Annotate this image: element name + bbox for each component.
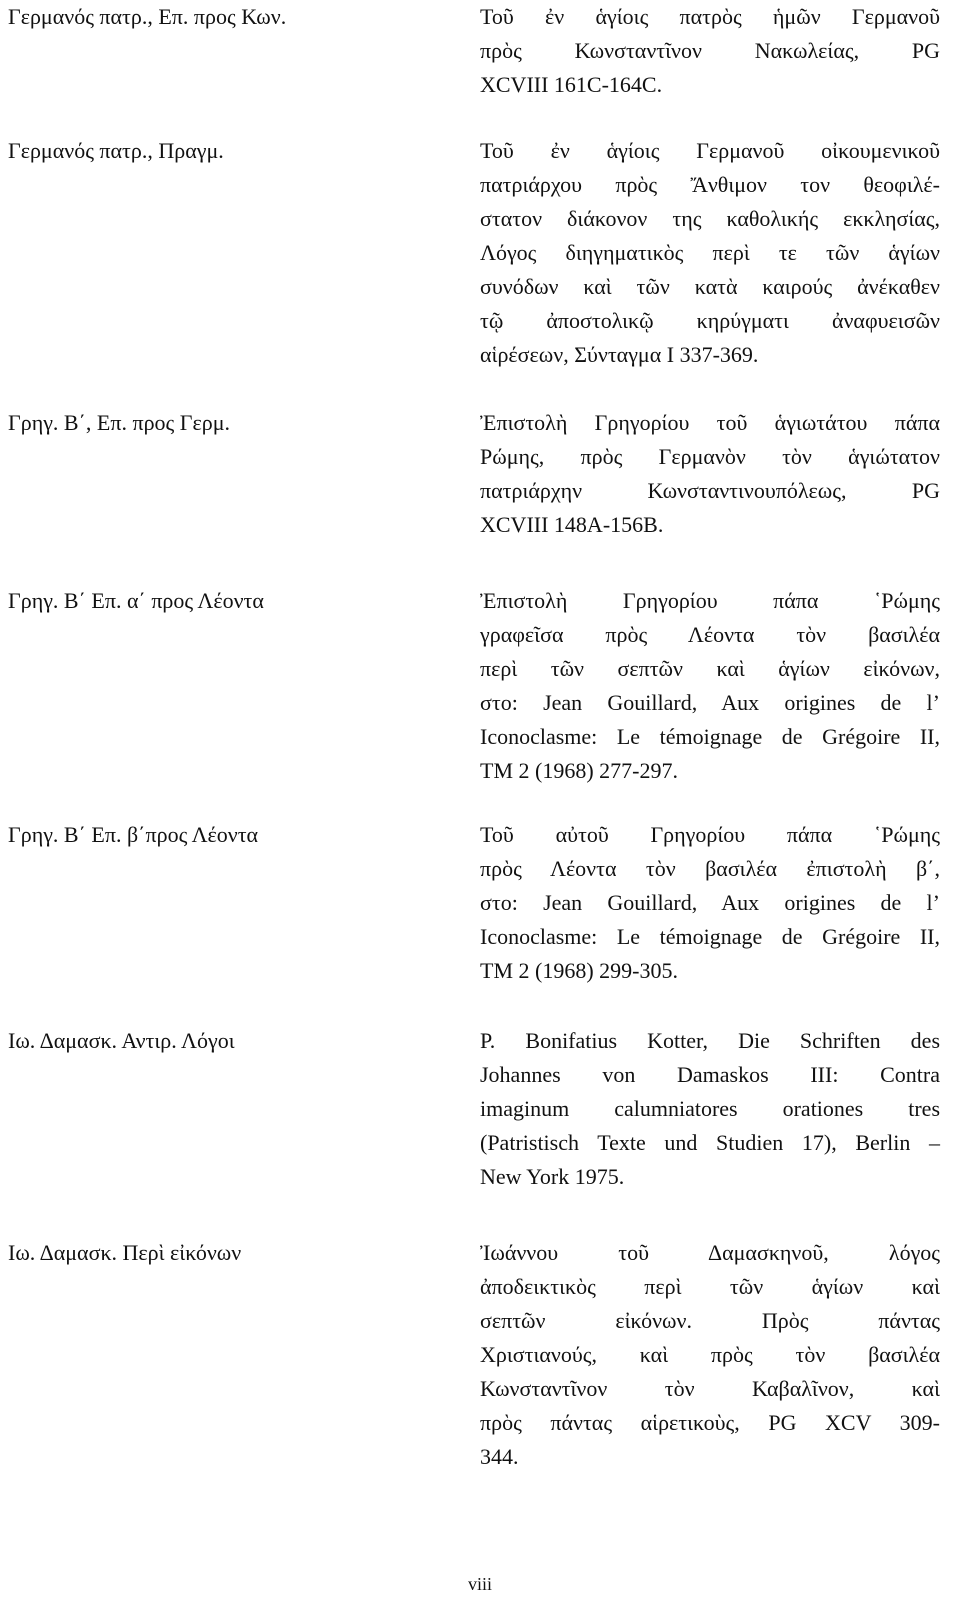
description-line: Κωνσταντῖνον τὸν Καβαλῖνον, καὶ xyxy=(480,1376,940,1401)
description-line: Ἐπιστολὴ Γρηγορίου τοῦ ἁγιωτάτου πάπα xyxy=(480,410,940,435)
description-line: imaginum calumniatores orationes tres xyxy=(480,1096,940,1121)
entry-description xyxy=(480,406,940,542)
description-line: (Patristisch Texte und Studien 17), Berlin – xyxy=(480,1130,940,1155)
description-line: πατριάρχην Κωνσταντινουπόλεως, PG xyxy=(480,478,940,503)
description-line: περὶ τῶν σεπτῶν καὶ ἁγίων εἰκόνων, xyxy=(480,656,940,681)
description-line: Τοῦ αὐτοῦ Γρηγορίου πάπα ῾Ρώμης xyxy=(480,822,940,847)
description-line: στατον διάκονον της καθολικής εκκλησίας, xyxy=(480,206,940,231)
description-line: τῷ ἀποστολικῷ κηρύγματι ἀναφυεισῶν xyxy=(480,308,940,333)
description-line: TM 2 (1968) 299-305. xyxy=(480,958,678,983)
description-line: πατριάρχου πρὸς Ἄνθιμον τον θεοφιλέ- xyxy=(480,172,940,197)
entry-abbreviation: Γερμανός πατρ., Πραγμ. xyxy=(8,138,224,163)
description-line: πρὸς πάντας αἱρετικοὺς, PG XCV 309- xyxy=(480,1410,940,1435)
description-line: Johannes von Damaskos III: Contra xyxy=(480,1062,940,1087)
entry-description xyxy=(480,1024,940,1194)
description-line: Τοῦ ἐν ἁγίοις πατρὸς ἡμῶν Γερμανοῦ xyxy=(480,4,940,29)
description-line: αἱρέσεων, Σύνταγμα Ι 337-369. xyxy=(480,342,759,367)
description-line: πρὸς Κωνσταντῖνον Νακωλείας, PG xyxy=(480,38,940,63)
description-line: Λόγος διηγηματικὸς περὶ τε τῶν ἁγίων xyxy=(480,240,940,265)
description-line: πρὸς Λέοντα τὸν βασιλέα ἐπιστολὴ β΄, xyxy=(480,856,940,881)
description-line: 344. xyxy=(480,1444,519,1469)
entry-abbreviation: Ιω. Δαμασκ. Περὶ εἰκόνων xyxy=(8,1240,242,1265)
description-line: XCVIII 161C-164C. xyxy=(480,72,663,97)
description-line: Ἰωάννου τοῦ Δαμασκηνοῦ, λόγος xyxy=(480,1240,940,1265)
entry-description xyxy=(480,134,940,372)
description-line: στο: Jean Gouillard, Aux origines de l’ xyxy=(480,890,940,915)
entry-abbreviation: Γρηγ. Β΄, Επ. προς Γερμ. xyxy=(8,410,230,435)
description-line: Ἐπιστολὴ Γρηγορίου πάπα ῾Ρώμης xyxy=(480,588,940,613)
entry-description xyxy=(480,0,940,102)
entry-description xyxy=(480,584,940,788)
description-line: New York 1975. xyxy=(480,1164,625,1189)
description-line: συνόδων καὶ τῶν κατὰ καιρούς ἀνέκαθεν xyxy=(480,274,940,299)
entry-abbreviation: Γερμανός πατρ., Επ. προς Κων. xyxy=(8,4,287,29)
entry-description xyxy=(480,1236,940,1474)
page-number: viii xyxy=(467,1574,492,1594)
description-line: TM 2 (1968) 277-297. xyxy=(480,758,678,783)
description-line: XCVIII 148A-156B. xyxy=(480,512,664,537)
description-line: Χριστιανούς, καὶ πρὸς τὸν βασιλέα xyxy=(480,1342,940,1367)
description-line: στο: Jean Gouillard, Aux origines de l’ xyxy=(480,690,940,715)
entry-abbreviation: Ιω. Δαμασκ. Αντιρ. Λόγοι xyxy=(8,1028,235,1053)
description-line: Iconoclasme: Le témoignage de Grégoire II, xyxy=(480,724,940,749)
description-line: σεπτῶν εἰκόνων. Πρὸς πάντας xyxy=(480,1308,940,1333)
description-line: P. Bonifatius Kotter, Die Schriften des xyxy=(480,1028,940,1053)
description-line: Τοῦ ἐν ἁγίοις Γερμανοῦ οἰκουμενικοῦ xyxy=(480,138,940,163)
description-line: Ρώμης, πρὸς Γερμανὸν τὸν ἁγιώτατον xyxy=(480,444,940,469)
entry-abbreviation: Γρηγ. Β΄ Επ. α΄ προς Λέοντα xyxy=(8,588,264,613)
description-line: ἀποδεικτικὸς περὶ τῶν ἁγίων καὶ xyxy=(480,1274,940,1299)
description-line: γραφεῖσα πρὸς Λέοντα τὸν βασιλέα xyxy=(480,622,940,647)
entry-description xyxy=(480,818,940,988)
description-line: Iconoclasme: Le témoignage de Grégoire II, xyxy=(480,924,940,949)
entry-abbreviation: Γρηγ. Β΄ Επ. β΄προς Λέοντα xyxy=(8,822,259,847)
